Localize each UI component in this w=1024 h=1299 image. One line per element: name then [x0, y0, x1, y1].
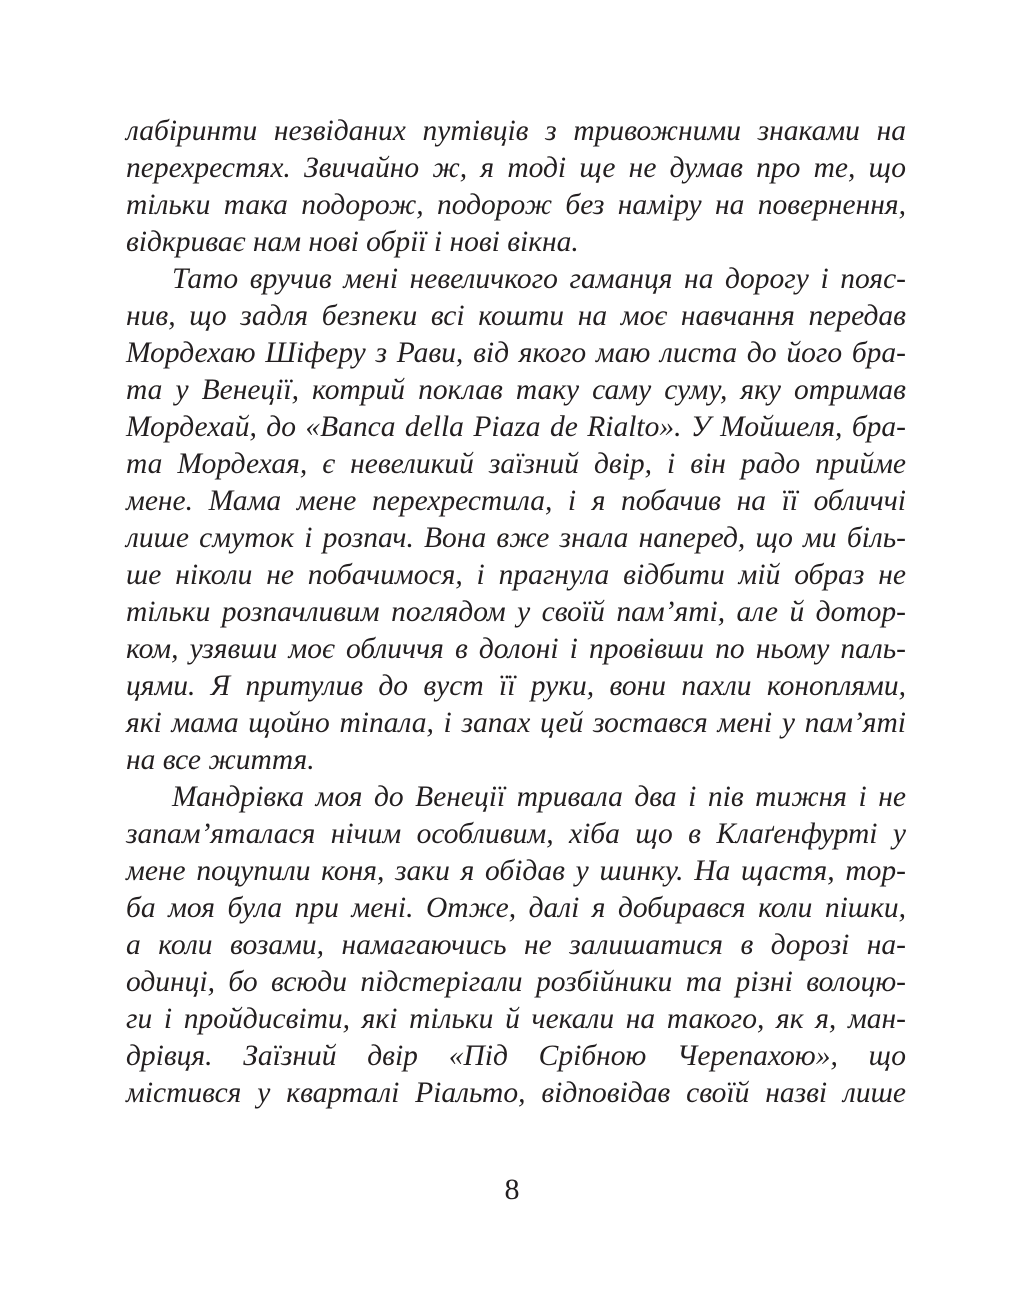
text-line: які мама щойно тіпала, і запах цей зостався мені у пам’яті: [126, 707, 906, 739]
text-line: ком, узявши моє обличчя в долоні і провівши по ньому паль-: [126, 633, 906, 665]
text-line: Мандрівка моя до Венеції тривала два і пів тижня і не: [172, 781, 906, 813]
text-line: цями. Я притулив до вуст її руки, вони пахли коноплями,: [126, 670, 906, 702]
text-line: тільки така подорож, подорож без наміру на повернення,: [126, 189, 906, 221]
text-line: Тато вручив мені невеличкого гаманця на дорогу і пояс-: [172, 263, 906, 295]
text-line: мене поцупили коня, заки я обідав у шинку. На щастя, тор-: [126, 855, 906, 887]
text-line: містився у кварталі Ріальто, відповідав своїй назві лише: [126, 1077, 906, 1109]
text-line: тільки розпачливим поглядом у своїй пам’яті, але й дотор-: [126, 596, 906, 628]
text-line: одинці, бо всюди підстерігали розбійники та різні волоцю-: [126, 966, 906, 998]
text-line: ги і пройдисвіти, які тільки й чекали на такого, як я, ман-: [126, 1003, 906, 1035]
text-line: ше ніколи не побачимося, і прагнула відбити мій образ не: [126, 559, 906, 591]
text-line: запам’яталася нічим особливим, хіба що в Клаґенфурті у: [126, 818, 906, 850]
text-line: Мордехаю Шіферу з Рави, від якого маю листа до його бра-: [126, 337, 906, 369]
text-line: лабіринти незвіданих путівців з тривожними знаками на: [126, 115, 906, 147]
text-line: перехрестях. Звичайно ж, я тоді ще не думав про те, що: [126, 152, 906, 184]
text-line: та у Венеції, котрий поклав таку саму суму, яку отримав: [126, 374, 906, 406]
text-line: та Мордехая, є невеликий заїзний двір, і він радо прийме: [126, 448, 906, 480]
text-line: мене. Мама мене перехрестила, і я побачив на її обличчі: [126, 485, 906, 517]
text-line: дрівця. Заїзний двір «Під Срібною Черепахою», що: [126, 1040, 906, 1072]
text-line: на все життя.: [126, 744, 315, 776]
body-text: [126, 113, 906, 1112]
text-line: відкриває нам нові обрії і нові вікна.: [126, 226, 579, 258]
text-line: лише смуток і розпач. Вона вже знала наперед, що ми біль-: [126, 522, 906, 554]
text-line: нив, що задля безпеки всі кошти на моє навчання передав: [126, 300, 906, 332]
paragraph: [126, 261, 906, 779]
text-line: ба моя була при мені. Отже, далі я добирався коли пішки,: [126, 892, 906, 924]
text-line: Мордехай, до «Banca della Piaza de Rialto». У Мойшеля, бра-: [126, 411, 906, 443]
page-number: 8: [504, 1173, 520, 1206]
text-line: а коли возами, намагаючись не залишатися в дорозі на-: [126, 929, 906, 961]
paragraph: [126, 779, 906, 1112]
paragraph: [126, 113, 906, 261]
